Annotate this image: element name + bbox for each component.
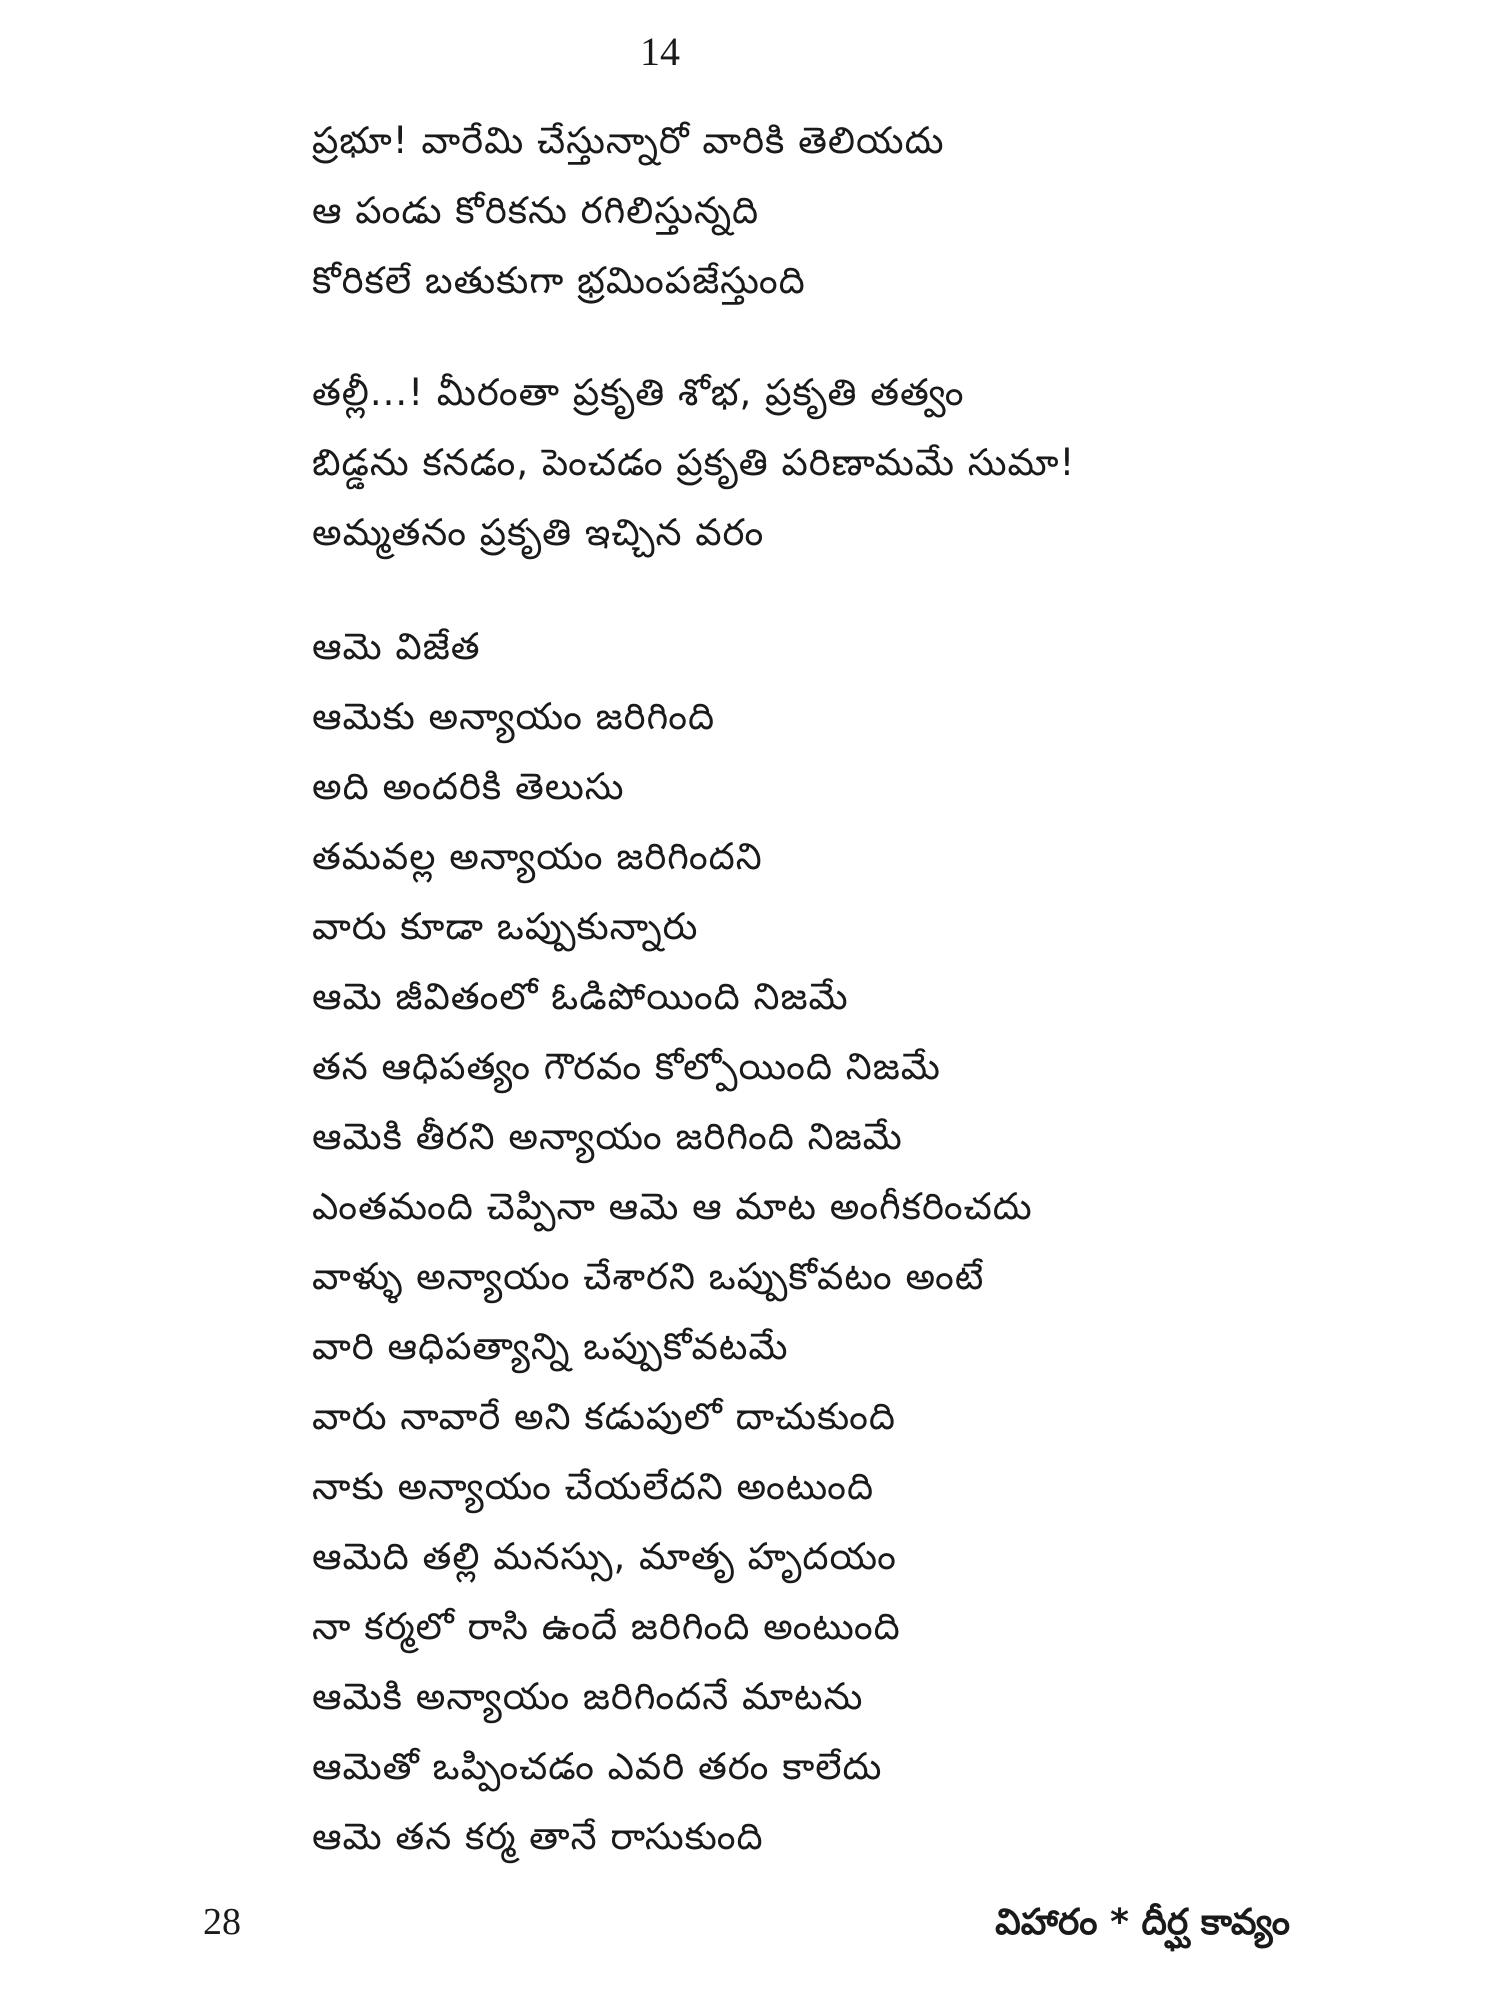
- stanza: [312, 358, 1075, 568]
- poem-line: తల్లీ...! మీరంతా ప్రకృతి శోభ, ప్రకృతి తత్వం: [312, 371, 965, 414]
- page-number: 28: [203, 1901, 241, 1943]
- poem-line: వారు కూడా ఒప్పుకున్నారు: [312, 905, 699, 948]
- poem-line: బిడ్డను కనడం, పెంచడం ప్రకృతి పరిణామమే సుమా!: [312, 441, 1076, 484]
- book-title: విహారం * దీర్ఘ కావ్యం: [995, 1902, 1290, 1943]
- poem-line: కోరికలే బతుకుగా భ్రమింపజేస్తుంది: [312, 259, 806, 302]
- stanza: [312, 106, 945, 316]
- poem-line: వారి ఆధిపత్యాన్ని ఒప్పుకోవటమే: [312, 1325, 789, 1368]
- poem-line: ఆమెది తల్లి మనస్సు, మాతృ హృదయం: [312, 1535, 897, 1578]
- poem-line: ఆమె విజేత: [312, 625, 481, 668]
- poem-line: అది అందరికి తెలుసు: [312, 765, 625, 808]
- poem-line: ఆమెకి తీరని అన్యాయం జరిగింది నిజమే: [312, 1115, 903, 1158]
- poem-line: నాకు అన్యాయం చేయలేదని అంటుంది: [312, 1465, 875, 1508]
- poem-line: వారు నావారే అని కడుపులో దాచుకుంది: [312, 1395, 897, 1438]
- poem-line: ప్రభూ! వారేమి చేస్తున్నారో వారికి తెలియదు: [312, 119, 945, 162]
- poem-line: ఆమెకి అన్యాయం జరిగిందనే మాటను: [312, 1675, 864, 1718]
- poem-line: తమవల్ల అన్యాయం జరిగిందని: [312, 835, 763, 878]
- poem-line: నా కర్మలో రాసి ఉందే జరిగింది అంటుంది: [312, 1605, 901, 1648]
- stanza: [312, 612, 1033, 1872]
- poem-line: తన ఆధిపత్యం గౌరవం కోల్పోయింది నిజమే: [312, 1045, 941, 1088]
- poem-line: అమ్మతనం ప్రకృతి ఇచ్చిన వరం: [312, 511, 765, 554]
- poem-line: ఆమెకు అన్యాయం జరిగింది: [312, 695, 716, 738]
- poem-line: ఆమెతో ఒప్పించడం ఎవరి తరం కాలేదు: [312, 1745, 883, 1788]
- poem-line: ఎంతమంది చెప్పినా ఆమె ఆ మాట అంగీకరించదు: [312, 1185, 1033, 1228]
- poem-line: ఆ పండు కోరికను రగిలిస్తున్నది: [312, 189, 760, 232]
- poem-line: ఆమె జీవితంలో ఓడిపోయింది నిజమే: [312, 975, 849, 1018]
- poem-line: ఆమె తన కర్మ తానే రాసుకుంది: [312, 1815, 764, 1858]
- poem-number: 14: [640, 29, 680, 74]
- poem-line: వాళ్ళు అన్యాయం చేశారని ఒప్పుకోవటం అంటే: [312, 1255, 985, 1298]
